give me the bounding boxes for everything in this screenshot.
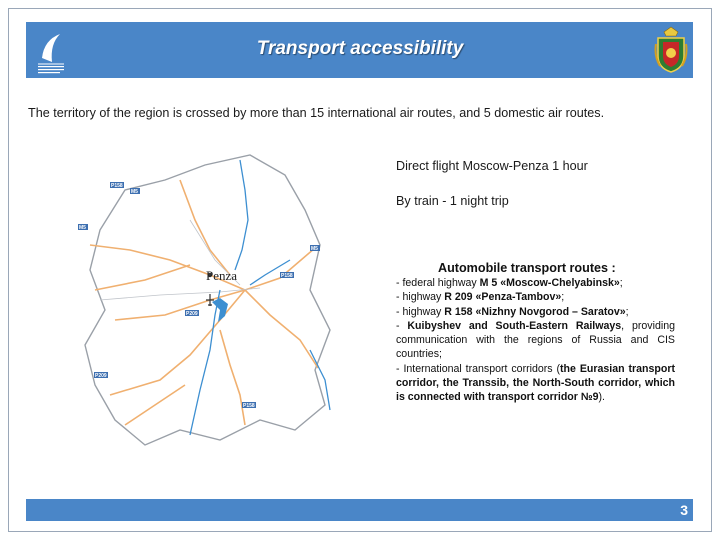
road-marker (310, 245, 320, 252)
svg-text:M5: M5 (311, 246, 318, 252)
svg-text:M5: M5 (79, 225, 86, 231)
route-item: - International transport corridors (the Eurasian transport corridor, the Transsib, the North-South corridor, which is connected with transport corridor №9). (396, 362, 675, 404)
road-marker (110, 182, 124, 189)
train-info: By train - 1 night trip (396, 194, 509, 208)
road-marker (185, 310, 199, 317)
route-item: - Kuibyshev and South-Eastern Railways, providing communication with the regions of Russia and CIS countries; (396, 319, 675, 361)
road-marker (78, 224, 88, 231)
route-item: - highway R 158 «Nizhny Novgorod – Saratov»; (396, 305, 629, 318)
svg-text:P209: P209 (186, 311, 198, 317)
route-item: - highway R 209 «Penza-Tambov»; (396, 291, 565, 304)
road-marker (130, 188, 140, 195)
road-marker (94, 372, 108, 379)
route-item: - federal highway M 5 «Moscow-Chelyabinsk»; (396, 277, 623, 289)
routes-list (396, 276, 675, 405)
routes-title: Automobile transport routes : (438, 261, 616, 275)
intro-text: The territory of the region is crossed by more than 15 international air routes, and 5 domestic air routes. (28, 106, 605, 120)
svg-text:M5: M5 (131, 189, 138, 195)
page-number: 3 (680, 502, 688, 518)
svg-text:P158: P158 (111, 183, 123, 189)
svg-text:P158: P158 (243, 403, 255, 409)
flight-info: Direct flight Moscow-Penza 1 hour (396, 159, 588, 173)
page-title: Transport accessibility (256, 38, 464, 59)
svg-text:P209: P209 (95, 373, 107, 379)
region-map (70, 150, 370, 460)
coat-of-arms-icon (654, 26, 688, 74)
footer-bar (26, 499, 693, 521)
city-label-penza: Penza (206, 268, 238, 283)
svg-text:P158: P158 (281, 273, 293, 279)
road-marker (280, 272, 294, 279)
road-marker (242, 402, 256, 409)
